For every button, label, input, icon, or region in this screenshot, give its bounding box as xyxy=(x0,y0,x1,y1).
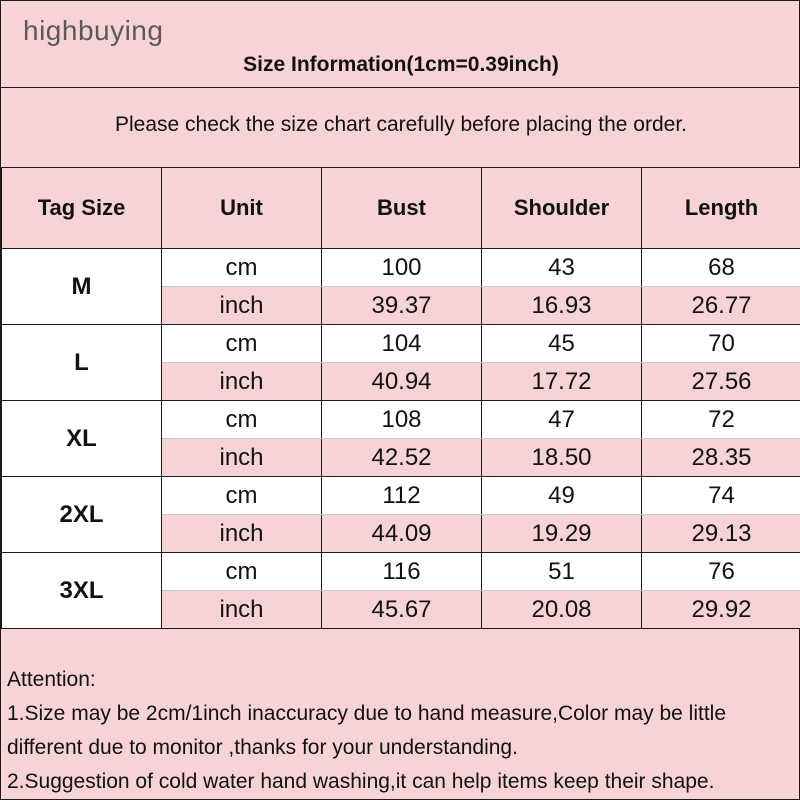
header-length: Length xyxy=(642,168,800,249)
tag-size-cell: XL xyxy=(2,401,162,477)
attention-heading: Attention: xyxy=(7,668,96,691)
tag-size-cell: 2XL xyxy=(2,477,162,553)
length-cell: 29.13 xyxy=(642,515,800,553)
header-bust: Bust xyxy=(322,168,482,249)
bust-cell: 42.52 xyxy=(322,439,482,477)
table-row xyxy=(2,553,800,591)
shoulder-cell: 49 xyxy=(482,477,642,515)
bust-cell: 108 xyxy=(322,401,482,439)
unit-cell: cm xyxy=(162,249,322,287)
table-row xyxy=(2,249,800,287)
header-shoulder: Shoulder xyxy=(482,168,642,249)
length-cell: 70 xyxy=(642,325,800,363)
shoulder-cell: 19.29 xyxy=(482,515,642,553)
unit-cell: inch xyxy=(162,515,322,553)
length-cell: 76 xyxy=(642,553,800,591)
table-row xyxy=(2,401,800,439)
watermark: highbuying xyxy=(23,15,164,46)
length-cell: 28.35 xyxy=(642,439,800,477)
bust-cell: 39.37 xyxy=(322,287,482,325)
notice-text: Please check the size chart carefully before placing the order. xyxy=(115,113,687,136)
shoulder-cell: 18.50 xyxy=(482,439,642,477)
table-row xyxy=(2,477,800,515)
bust-cell: 100 xyxy=(322,249,482,287)
unit-cell: inch xyxy=(162,591,322,629)
tag-size-cell: 3XL xyxy=(2,553,162,629)
shoulder-cell: 47 xyxy=(482,401,642,439)
bust-cell: 112 xyxy=(322,477,482,515)
header-tag-size: Tag Size xyxy=(2,168,162,249)
length-cell: 29.92 xyxy=(642,591,800,629)
unit-cell: inch xyxy=(162,439,322,477)
length-cell: 27.56 xyxy=(642,363,800,401)
bust-cell: 45.67 xyxy=(322,591,482,629)
divider xyxy=(1,87,800,88)
tag-size-cell: L xyxy=(2,325,162,401)
size-table xyxy=(1,167,800,629)
unit-cell: cm xyxy=(162,477,322,515)
table-row xyxy=(2,325,800,363)
attention-notes xyxy=(7,663,797,799)
bust-cell: 40.94 xyxy=(322,363,482,401)
shoulder-cell: 45 xyxy=(482,325,642,363)
page-title: Size Information(1cm=0.39inch) xyxy=(243,53,559,76)
shoulder-cell: 20.08 xyxy=(482,591,642,629)
shoulder-cell: 16.93 xyxy=(482,287,642,325)
header-unit: Unit xyxy=(162,168,322,249)
bust-cell: 44.09 xyxy=(322,515,482,553)
unit-cell: cm xyxy=(162,325,322,363)
tag-size-cell: M xyxy=(2,249,162,325)
attention-line: 1.Size may be 2cm/1inch inaccuracy due to hand measure,Color may be little xyxy=(7,702,727,725)
length-cell: 26.77 xyxy=(642,287,800,325)
bust-cell: 116 xyxy=(322,553,482,591)
bust-cell: 104 xyxy=(322,325,482,363)
shoulder-cell: 51 xyxy=(482,553,642,591)
unit-cell: inch xyxy=(162,363,322,401)
length-cell: 72 xyxy=(642,401,800,439)
unit-cell: inch xyxy=(162,287,322,325)
unit-cell: cm xyxy=(162,401,322,439)
attention-line: different due to monitor ,thanks for your understanding. xyxy=(7,736,518,759)
shoulder-cell: 17.72 xyxy=(482,363,642,401)
unit-cell: cm xyxy=(162,553,322,591)
length-cell: 68 xyxy=(642,249,800,287)
table-header-row xyxy=(2,168,800,249)
shoulder-cell: 43 xyxy=(482,249,642,287)
length-cell: 74 xyxy=(642,477,800,515)
attention-line: 2.Suggestion of cold water hand washing,it can help items keep their shape. xyxy=(7,770,715,793)
